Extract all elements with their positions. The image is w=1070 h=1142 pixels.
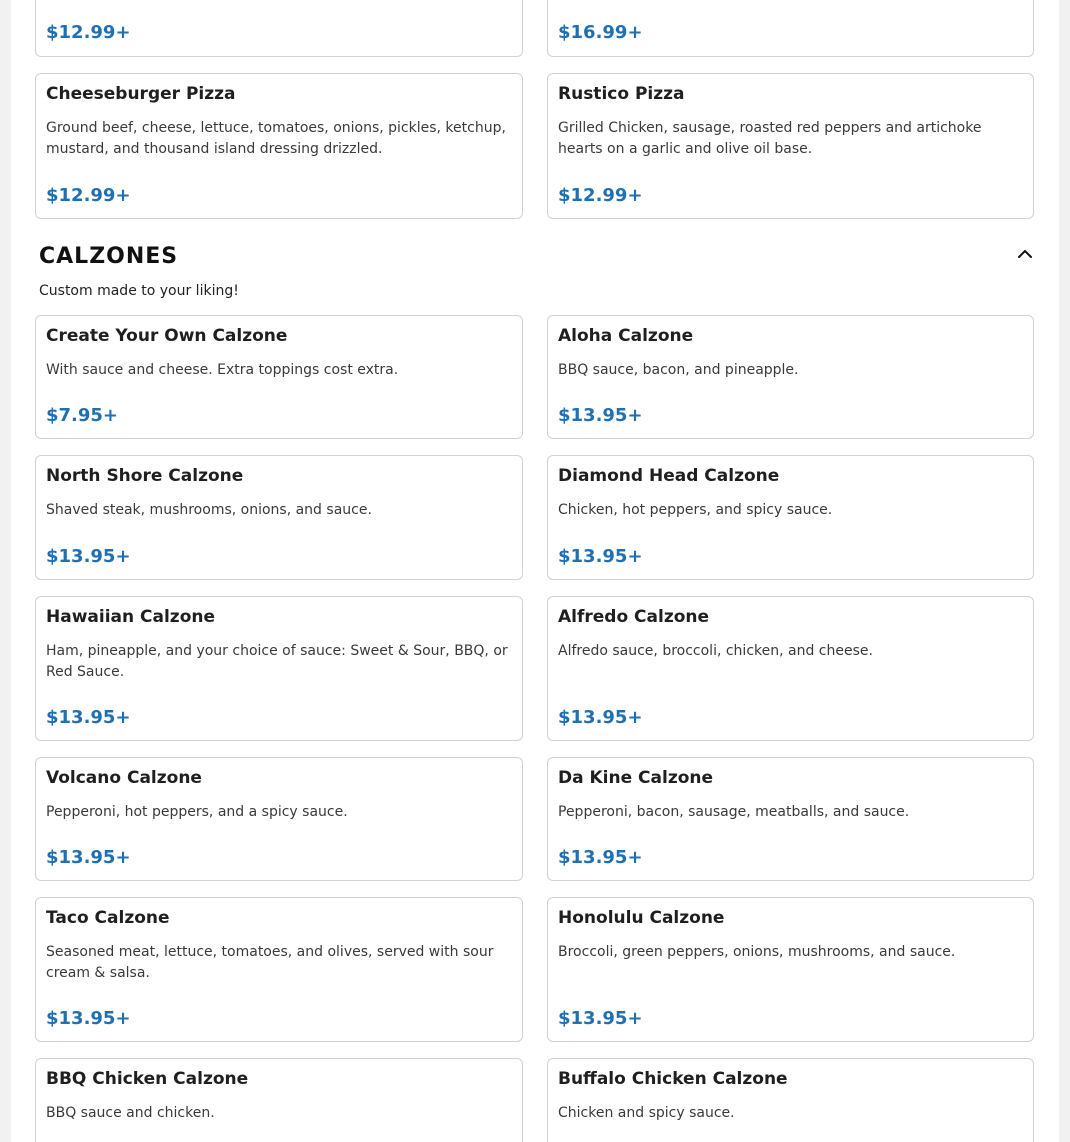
- menu-item-name: Volcano Calzone: [46, 768, 202, 788]
- menu-item-name: Da Kine Calzone: [558, 768, 714, 788]
- menu-item-card[interactable]: [35, 315, 523, 439]
- menu-item-card[interactable]: [547, 1058, 1034, 1142]
- menu-item-description: Ham, pineapple, and your choice of sauce: Sweet & Sour, BBQ, or Red Sauce.: [46, 643, 508, 680]
- menu-item-description: BBQ sauce, bacon, and pineapple.: [558, 362, 799, 378]
- menu-item-card[interactable]: [547, 455, 1034, 580]
- menu-item-name: Diamond Head Calzone: [558, 466, 780, 486]
- menu-item-price: $12.99+: [558, 185, 643, 206]
- menu-item-name: Create Your Own Calzone: [46, 326, 288, 346]
- menu-item-description: Ground beef, cheese, lettuce, tomatoes, onions, pickles, ketchup, mustard, and thousand island dressing drizzled.: [46, 120, 506, 157]
- menu-item-price: $7.95+: [46, 405, 119, 426]
- menu-item-description: Alfredo sauce, broccoli, chicken, and cheese.: [558, 643, 873, 659]
- section-title: CALZONES: [39, 244, 179, 269]
- calzone-grid-row-5: [35, 897, 1034, 1042]
- calzone-grid-row-4: [35, 757, 1034, 881]
- menu-item-price: $13.95+: [558, 707, 643, 728]
- menu-item-name: Aloha Calzone: [558, 326, 694, 346]
- menu-item-card[interactable]: [547, 757, 1034, 881]
- calzone-grid-row-1: [35, 315, 1034, 439]
- menu-item-description: Broccoli, green peppers, onions, mushrooms, and sauce.: [558, 944, 956, 960]
- menu-item-price: $13.95+: [46, 546, 131, 567]
- calzone-grid-row-6: [35, 1058, 1034, 1142]
- chevron-up-icon: [1015, 244, 1035, 262]
- menu-item-name: BBQ Chicken Calzone: [46, 1069, 249, 1089]
- menu-item-description: Shaved steak, mushrooms, onions, and sauce.: [46, 502, 372, 518]
- menu-item-price: $13.95+: [46, 707, 131, 728]
- menu-item-price: $12.99+: [46, 185, 131, 206]
- collapse-section-button[interactable]: [1015, 244, 1035, 262]
- menu-item-name: Buffalo Chicken Calzone: [558, 1069, 788, 1089]
- menu-item-card[interactable]: [547, 897, 1034, 1042]
- menu-item-description: Pepperoni, hot peppers, and a spicy sauce.: [46, 804, 348, 820]
- menu-item-price: $13.95+: [558, 405, 643, 426]
- menu-item-card[interactable]: [35, 757, 523, 881]
- menu-item-name: Honolulu Calzone: [558, 908, 725, 928]
- menu-item-name: Alfredo Calzone: [558, 607, 710, 627]
- menu-item-description: Chicken, hot peppers, and spicy sauce.: [558, 502, 833, 518]
- menu-item-price: $16.99+: [558, 22, 643, 43]
- menu-item-price: $13.95+: [558, 847, 643, 868]
- menu-item-name: Hawaiian Calzone: [46, 607, 216, 627]
- menu-item-price: $12.99+: [46, 22, 131, 43]
- menu-item-description: With sauce and cheese. Extra toppings cost extra.: [46, 362, 399, 378]
- menu-item-description: Pepperoni, bacon, sausage, meatballs, and sauce.: [558, 804, 910, 820]
- menu-item-price: $13.95+: [46, 847, 131, 868]
- menu-item-card[interactable]: [35, 73, 523, 219]
- menu-item-card[interactable]: [547, 0, 1034, 57]
- section-subtitle: Custom made to your liking!: [39, 283, 239, 299]
- menu-item-card[interactable]: [547, 73, 1034, 219]
- menu-item-description: Seasoned meat, lettuce, tomatoes, and olives, served with sour cream & salsa.: [46, 944, 494, 981]
- menu-item-price: $13.95+: [558, 1008, 643, 1029]
- calzone-grid-row-2: [35, 455, 1034, 580]
- pizza-grid: [35, 73, 1034, 219]
- menu-item-description: BBQ sauce and chicken.: [46, 1105, 215, 1121]
- menu-item-card[interactable]: [35, 0, 523, 57]
- menu-item-card[interactable]: [35, 596, 523, 741]
- menu-item-name: Cheeseburger Pizza: [46, 84, 236, 104]
- menu-item-card[interactable]: [547, 315, 1034, 439]
- menu-item-card[interactable]: [547, 596, 1034, 741]
- menu-item-name: Rustico Pizza: [558, 84, 685, 104]
- calzone-grid-row-3: [35, 596, 1034, 741]
- menu-item-name: Taco Calzone: [46, 908, 170, 928]
- menu-item-description: Grilled Chicken, sausage, roasted red peppers and artichoke hearts on a garlic and olive oil base.: [558, 120, 982, 157]
- menu-item-name: North Shore Calzone: [46, 466, 244, 486]
- pizza-grid-partial: [35, 0, 1034, 57]
- menu-item-description: Chicken and spicy sauce.: [558, 1105, 735, 1121]
- menu-item-card[interactable]: [35, 897, 523, 1042]
- menu-item-price: $13.95+: [46, 1008, 131, 1029]
- menu-item-card[interactable]: [35, 1058, 523, 1142]
- menu-page: [11, 0, 1059, 1142]
- menu-item-card[interactable]: [35, 455, 523, 580]
- menu-item-price: $13.95+: [558, 546, 643, 567]
